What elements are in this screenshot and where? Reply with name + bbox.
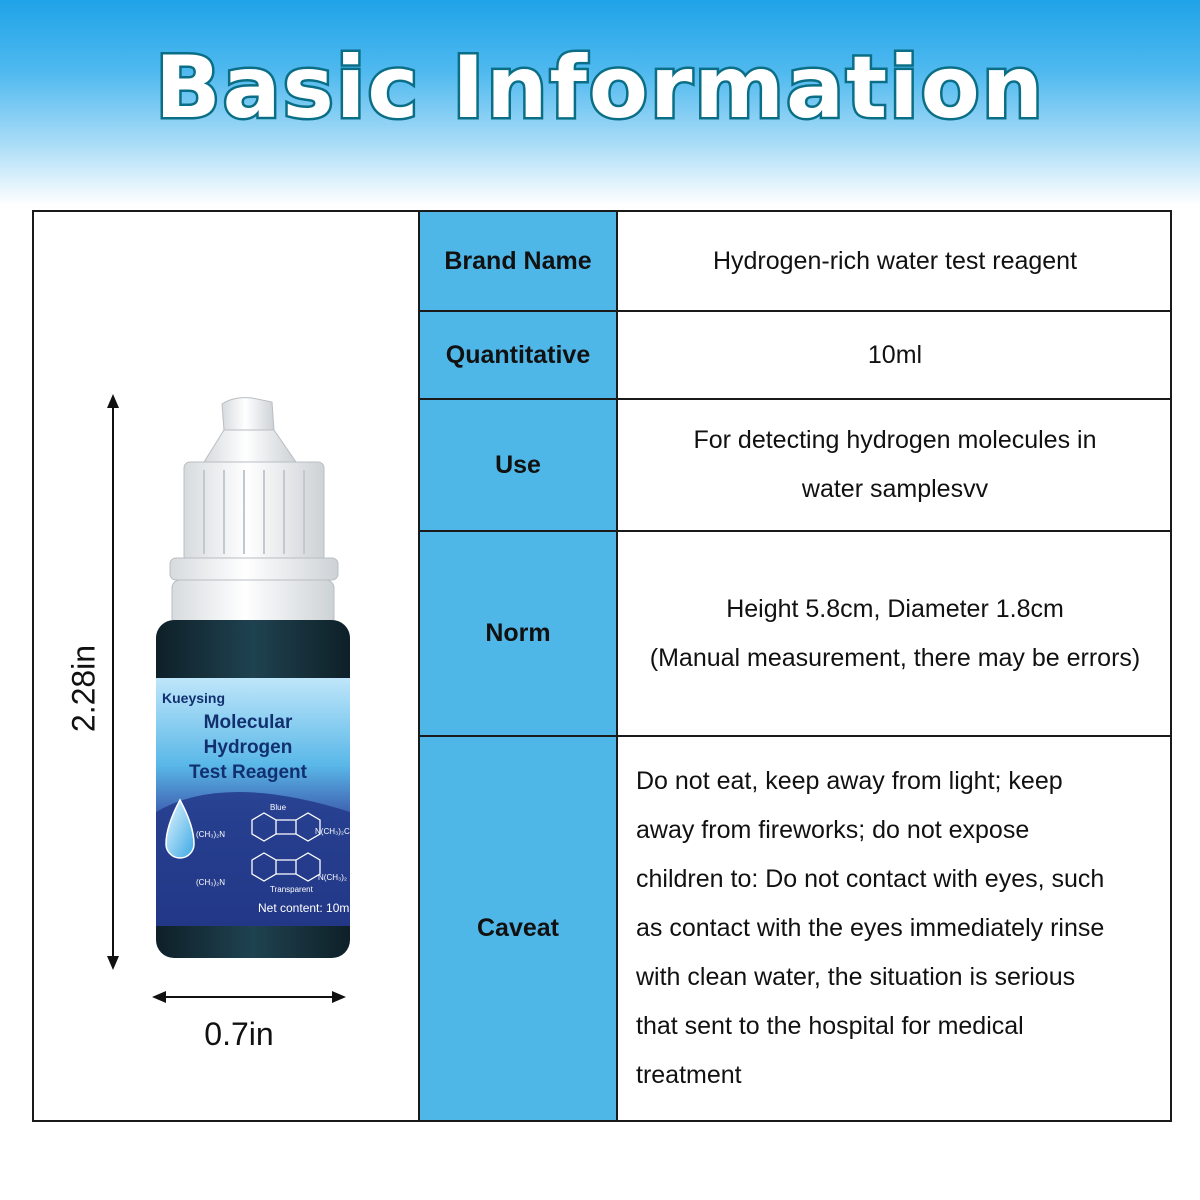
- spec-value: [618, 312, 1172, 398]
- spec-value-line: Height 5.8cm, Diameter 1.8cm: [726, 594, 1064, 623]
- spec-value-line: Hydrogen-rich water test reagent: [712, 246, 1078, 275]
- height-dimension-label: 2.28in: [65, 644, 102, 733]
- header-banner: [0, 0, 1200, 205]
- spec-value: [618, 400, 1172, 530]
- label-name-line-3: Test Reagent: [189, 762, 307, 783]
- width-dimension-arrow: [152, 991, 346, 1003]
- product-panel: [34, 212, 420, 1120]
- spec-value-line: For detecting hydrogen molecules in: [693, 426, 1097, 454]
- spec-key: Brand Name: [420, 212, 618, 310]
- spec-value-line: that sent to the hospital for medical: [636, 1012, 1024, 1040]
- width-dimension-label: 0.7in: [204, 1016, 274, 1052]
- spec-value-line: children to: Do not contact with eyes, such: [636, 865, 1105, 893]
- spec-key: Norm: [420, 532, 618, 735]
- spec-key: Caveat: [420, 737, 618, 1120]
- spec-value-line: as contact with the eyes immediately rinse: [636, 914, 1105, 942]
- label-name-line-1: Molecular: [203, 712, 293, 733]
- spec-row-quantitative: [420, 312, 1172, 400]
- spec-row-caveat: [420, 737, 1172, 1120]
- spec-value-line: 10ml: [867, 340, 923, 369]
- spec-key: Quantitative: [420, 312, 618, 398]
- page-title: Basic Information: [155, 38, 1045, 138]
- spec-row-use: [420, 400, 1172, 532]
- spec-row-norm: [420, 532, 1172, 737]
- spec-value-line: water samplesvv: [801, 475, 989, 503]
- spec-table: [420, 212, 1172, 1120]
- net-content-label: Net content: 10ml: [258, 901, 353, 915]
- label-name-line-2: Hydrogen: [203, 737, 293, 758]
- spec-value-line: with clean water, the situation is serious: [636, 963, 1076, 991]
- formula-group-a: (CH₃)₂N: [196, 830, 226, 839]
- spec-value-line: (Manual measurement, there may be errors): [649, 643, 1141, 672]
- formula-group-d: N(CH₃)₂: [318, 873, 348, 882]
- label-brand: Kueysing: [162, 690, 226, 706]
- formula-group-c: (CH₃)₂N: [196, 878, 226, 887]
- spec-value-line: away from fireworks; do not expose: [636, 816, 1030, 844]
- spec-value-line: Do not eat, keep away from light; keep: [636, 767, 1063, 795]
- formula-group-b: N(CH₃)₂Cl⁻: [315, 827, 356, 836]
- spec-value-line: treatment: [636, 1061, 742, 1089]
- dropper-cap: [170, 398, 338, 626]
- spec-value: [618, 737, 1172, 1120]
- formula-transparent-label: Transparent: [270, 885, 313, 894]
- spec-value: [618, 532, 1172, 735]
- height-dimension-arrow: [107, 394, 119, 970]
- spec-row-brand-name: [420, 212, 1172, 312]
- spec-key: Use: [420, 400, 618, 530]
- spec-value: [618, 212, 1172, 310]
- formula-blue-label: Blue: [270, 803, 287, 812]
- info-frame: [32, 210, 1172, 1122]
